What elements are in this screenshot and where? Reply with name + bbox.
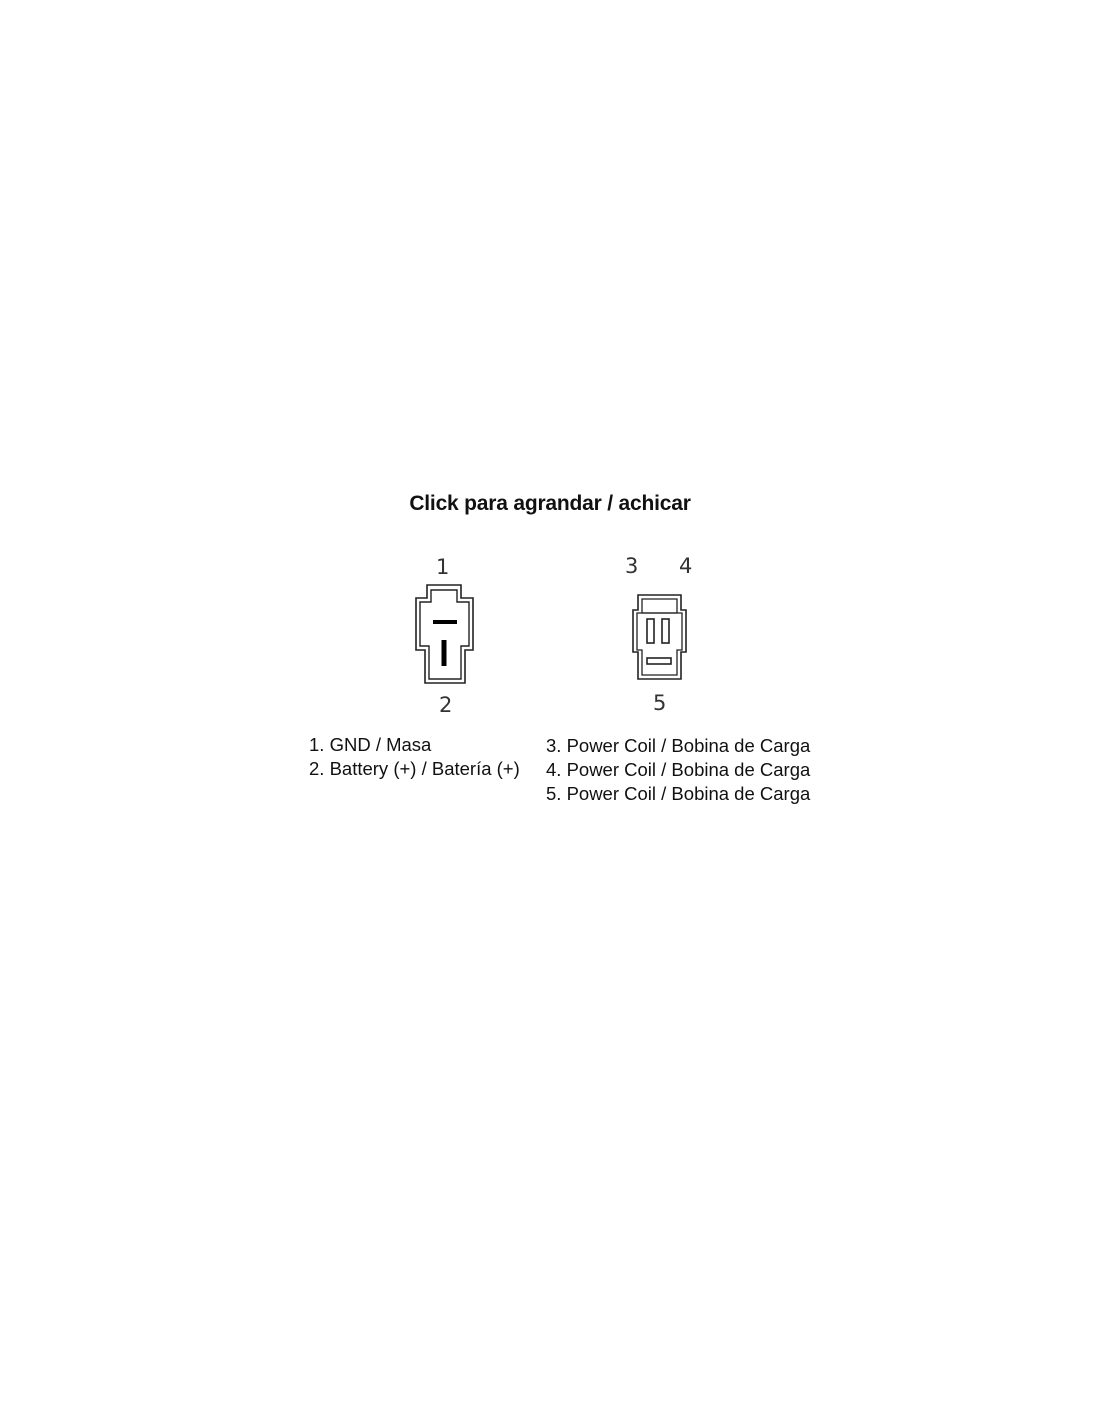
two-pin-connector-diagram: [410, 582, 480, 686]
connector-b-outer-housing: [633, 595, 686, 679]
connector-a-legend: [309, 733, 520, 781]
connector-b-legend: [546, 734, 810, 806]
terminal-1: [433, 620, 457, 624]
pin-label-5: 5: [653, 691, 667, 715]
three-pin-connector-diagram: [628, 592, 692, 682]
legend-item-2: 2. Battery (+) / Batería (+): [309, 758, 520, 779]
zoom-toggle-title[interactable]: Click para agrandar / achicar: [409, 492, 691, 515]
legend-item-5: 5. Power Coil / Bobina de Carga: [546, 783, 811, 804]
legend-item-1: 1. GND / Masa: [309, 734, 432, 755]
pin-label-2: 2: [439, 693, 453, 717]
legend-item-3: 3. Power Coil / Bobina de Carga: [546, 735, 811, 756]
terminal-2: [442, 640, 447, 666]
legend-item-4: 4. Power Coil / Bobina de Carga: [546, 759, 811, 780]
terminal-3: [647, 619, 654, 643]
pin-label-3: 3: [625, 554, 639, 578]
pin-label-1: 1: [436, 555, 450, 579]
connector-b-top-tab: [642, 599, 677, 613]
connector-a-outer-housing: [416, 585, 473, 683]
terminal-4: [662, 619, 669, 643]
pin-label-4: 4: [679, 554, 693, 578]
terminal-5: [647, 658, 671, 664]
connector-b-inner-housing: [637, 613, 682, 675]
